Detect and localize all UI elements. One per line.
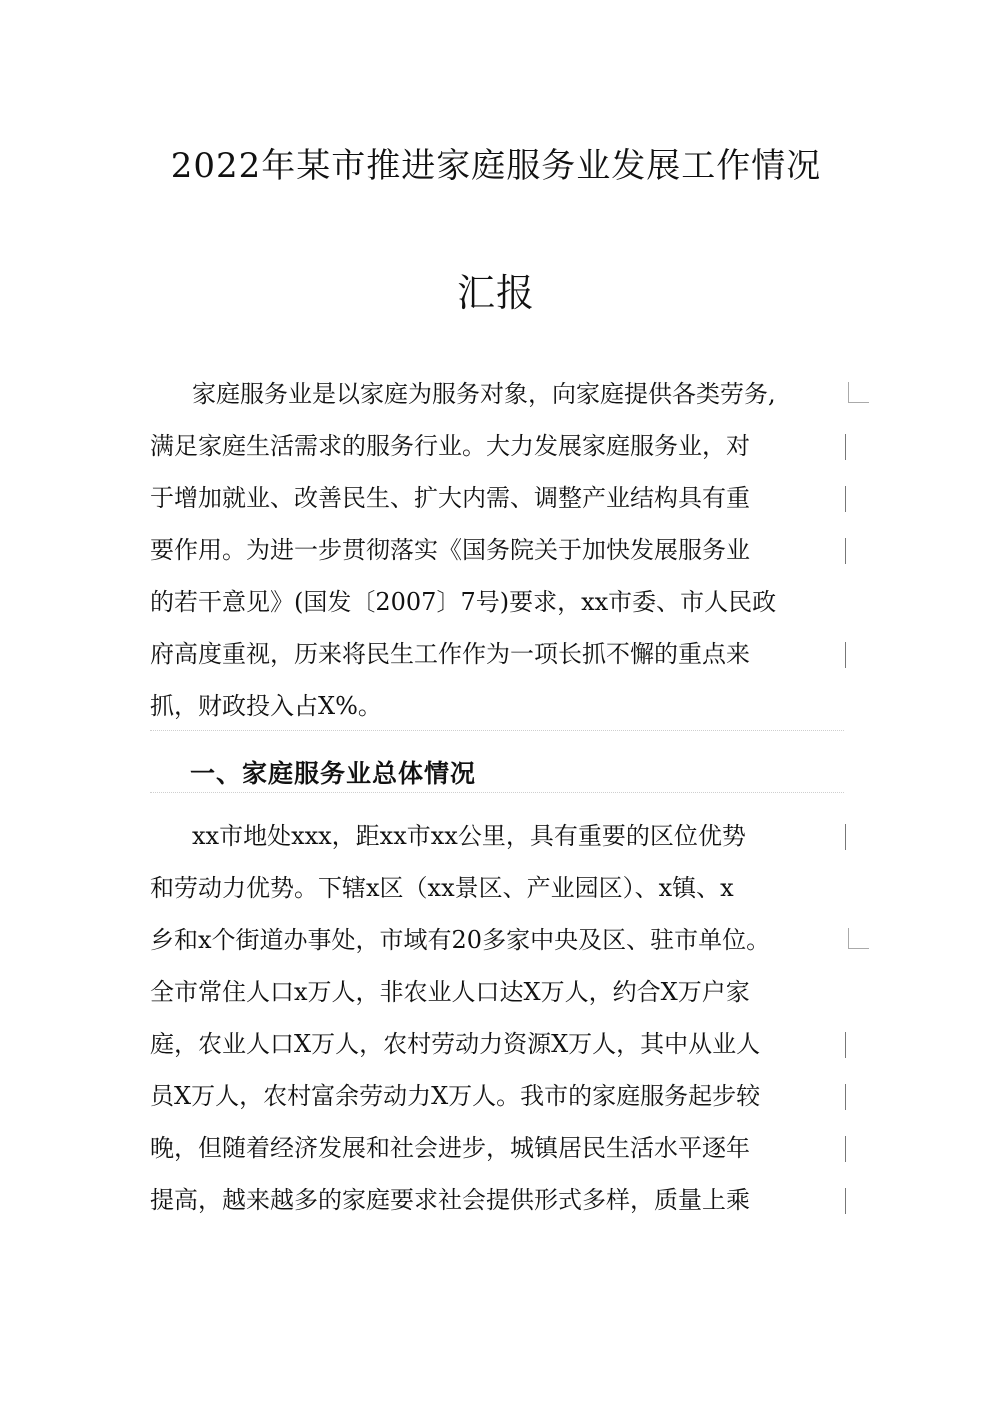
section-divider: [150, 730, 844, 731]
text-line: 抓，财政投入占X%。: [150, 692, 382, 720]
line-end-marker: [845, 1188, 846, 1214]
line-end-marker: [845, 642, 846, 668]
line-end-marker: [845, 1136, 846, 1162]
text-line: 提高，越来越多的家庭要求社会提供形式多样，质量上乘: [150, 1186, 750, 1214]
line-end-marker: [845, 824, 846, 850]
line-end-marker: [845, 486, 846, 512]
text-line: 员X万人，农村富余劳动力X万人。我市的家庭服务起步较: [150, 1082, 761, 1110]
text-line: 全市常住人口x万人，非农业人口达X万人，约合X万户家: [150, 978, 750, 1006]
line-end-marker: [845, 434, 846, 460]
section-heading: 一、家庭服务业总体情况: [190, 759, 477, 788]
text-line: 晚，但随着经济发展和社会进步，城镇居民生活水平逐年: [150, 1134, 750, 1162]
text-line: 于增加就业、改善民生、扩大内需、调整产业结构具有重: [150, 484, 750, 512]
text-line: 庭，农业人口X万人，农村劳动力资源X万人，其中从业人: [150, 1030, 761, 1058]
text-line: 府高度重视，历来将民生工作作为一项长抓不懈的重点来: [150, 640, 750, 668]
section-divider: [150, 792, 844, 793]
document-title-line1: 2022年某市推进家庭服务业发展工作情况: [170, 146, 822, 186]
line-end-marker: [845, 1032, 846, 1058]
text-line: 要作用。为进一步贯彻落实《国务院关于加快发展服务业: [150, 536, 750, 564]
text-line: 和劳动力优势。下辖x区（xx景区、产业园区）、x镇、x: [150, 874, 734, 902]
line-end-marker: [845, 538, 846, 564]
text-line: 乡和x个街道办事处，市域有20多家中央及区、驻市单位。: [150, 926, 771, 954]
line-end-marker: [845, 1084, 846, 1110]
text-line: 满足家庭生活需求的服务行业。大力发展家庭服务业，对: [150, 432, 750, 460]
line-end-marker: [848, 928, 869, 949]
text-line: 家庭服务业是以家庭为服务对象，向家庭提供各类劳务,: [192, 380, 776, 408]
text-line: xx市地处xxx，距xx市xx公里，具有重要的区位优势: [192, 822, 746, 850]
line-end-marker: [848, 382, 869, 403]
document-title-line2: 汇报: [456, 271, 535, 315]
text-line: 的若干意见》(国发〔2007〕7号)要求，xx市委、市人民政: [150, 588, 777, 616]
